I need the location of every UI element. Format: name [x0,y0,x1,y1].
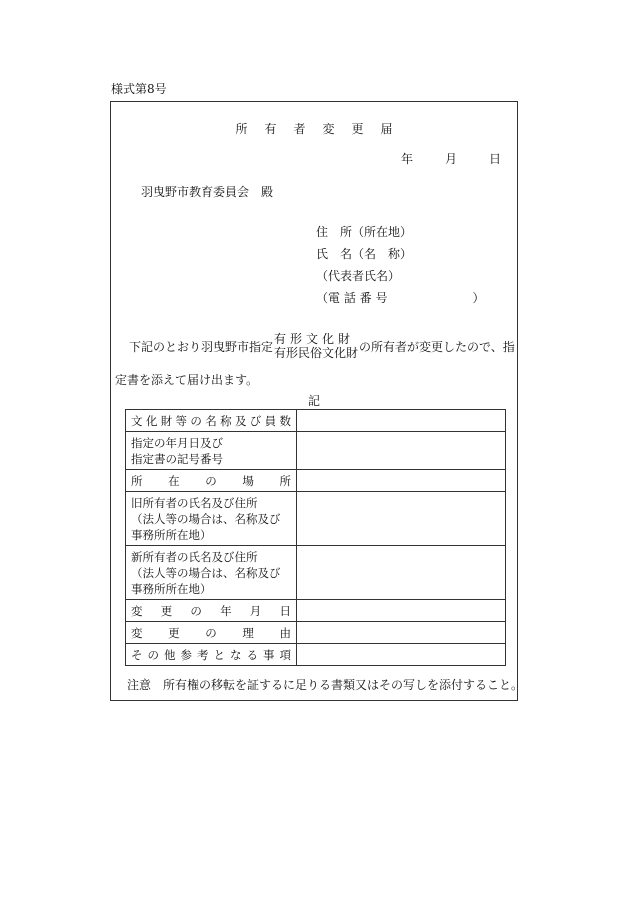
row-label [126,492,297,546]
row-label [126,432,297,470]
row-label-line: 事務所所在地） [131,581,212,596]
statement-line2: 定書を添えて届け出ます。 [115,373,259,387]
note: 注意 所有権の移転を証するに足りる書類又はその写しを添付すること。 [127,678,524,692]
table-row [126,410,506,432]
row-label [126,546,297,600]
table-row [126,622,506,644]
row-label: その他参考となる事項 [126,644,297,666]
tel-open: （電 話 番 号 [316,291,388,305]
date-year: 年 [400,152,413,166]
date-month: 月 [444,152,457,166]
date-day: 日 [488,152,501,166]
row-value-cell[interactable] [297,410,506,432]
option-tangible: 有形文化財 [274,332,355,346]
row-value-cell[interactable] [297,432,506,470]
table-row [126,546,506,600]
applicant-tel [316,290,484,312]
row-label-line: （法人等の場合は、名称及び [131,511,281,526]
applicant-name: 氏 名（名 称） [316,247,413,261]
statement-prefix: 下記のとおり羽曳野市指定 [129,339,274,354]
applicant-address: 住 所（所在地） [316,225,413,239]
table-row [126,432,506,470]
addressee: 羽曳野市教育委員会 殿 [141,185,274,199]
row-value-cell[interactable] [297,644,506,666]
form-title: 所有者変更届 [235,122,410,136]
form-number: 様式第8号 [111,82,167,96]
row-label-line: 旧所有者の氏名及び住所 [131,495,258,510]
designation-options [274,332,358,360]
row-label-line: 事務所所在地） [131,527,212,542]
row-label-line: 指定の年月日及び [131,435,223,450]
applicant-block [316,224,484,312]
row-label: 変更の理由 [126,622,297,644]
row-label-line: （法人等の場合は、名称及び [131,565,281,580]
row-value-cell[interactable] [297,546,506,600]
date-row [401,150,501,167]
row-value-cell[interactable] [297,600,506,622]
row-label: 変更の年月日 [126,600,297,622]
row-label-line: 新所有者の氏名及び住所 [131,549,258,564]
option-folk: 有形民俗文化財 [274,346,359,360]
table-row [126,644,506,666]
table-row [126,600,506,622]
row-value-cell[interactable] [297,470,506,492]
row-label: 所在の場所 [126,470,297,492]
table-row [126,492,506,546]
items-table [125,409,506,666]
row-value-cell[interactable] [297,492,506,546]
tel-close: ） [472,291,485,305]
form-frame [110,101,524,701]
ki-heading: 記 [307,394,320,408]
applicant-representative: （代表者氏名） [316,269,401,283]
row-label-line: 指定書の記号番号 [131,451,223,466]
statement-suffix: の所有者が変更したので、指 [359,339,515,354]
statement-line1 [129,332,515,360]
row-value-cell[interactable] [297,622,506,644]
table-row [126,470,506,492]
row-label: 文化財等の名称及び員数 [126,410,297,432]
